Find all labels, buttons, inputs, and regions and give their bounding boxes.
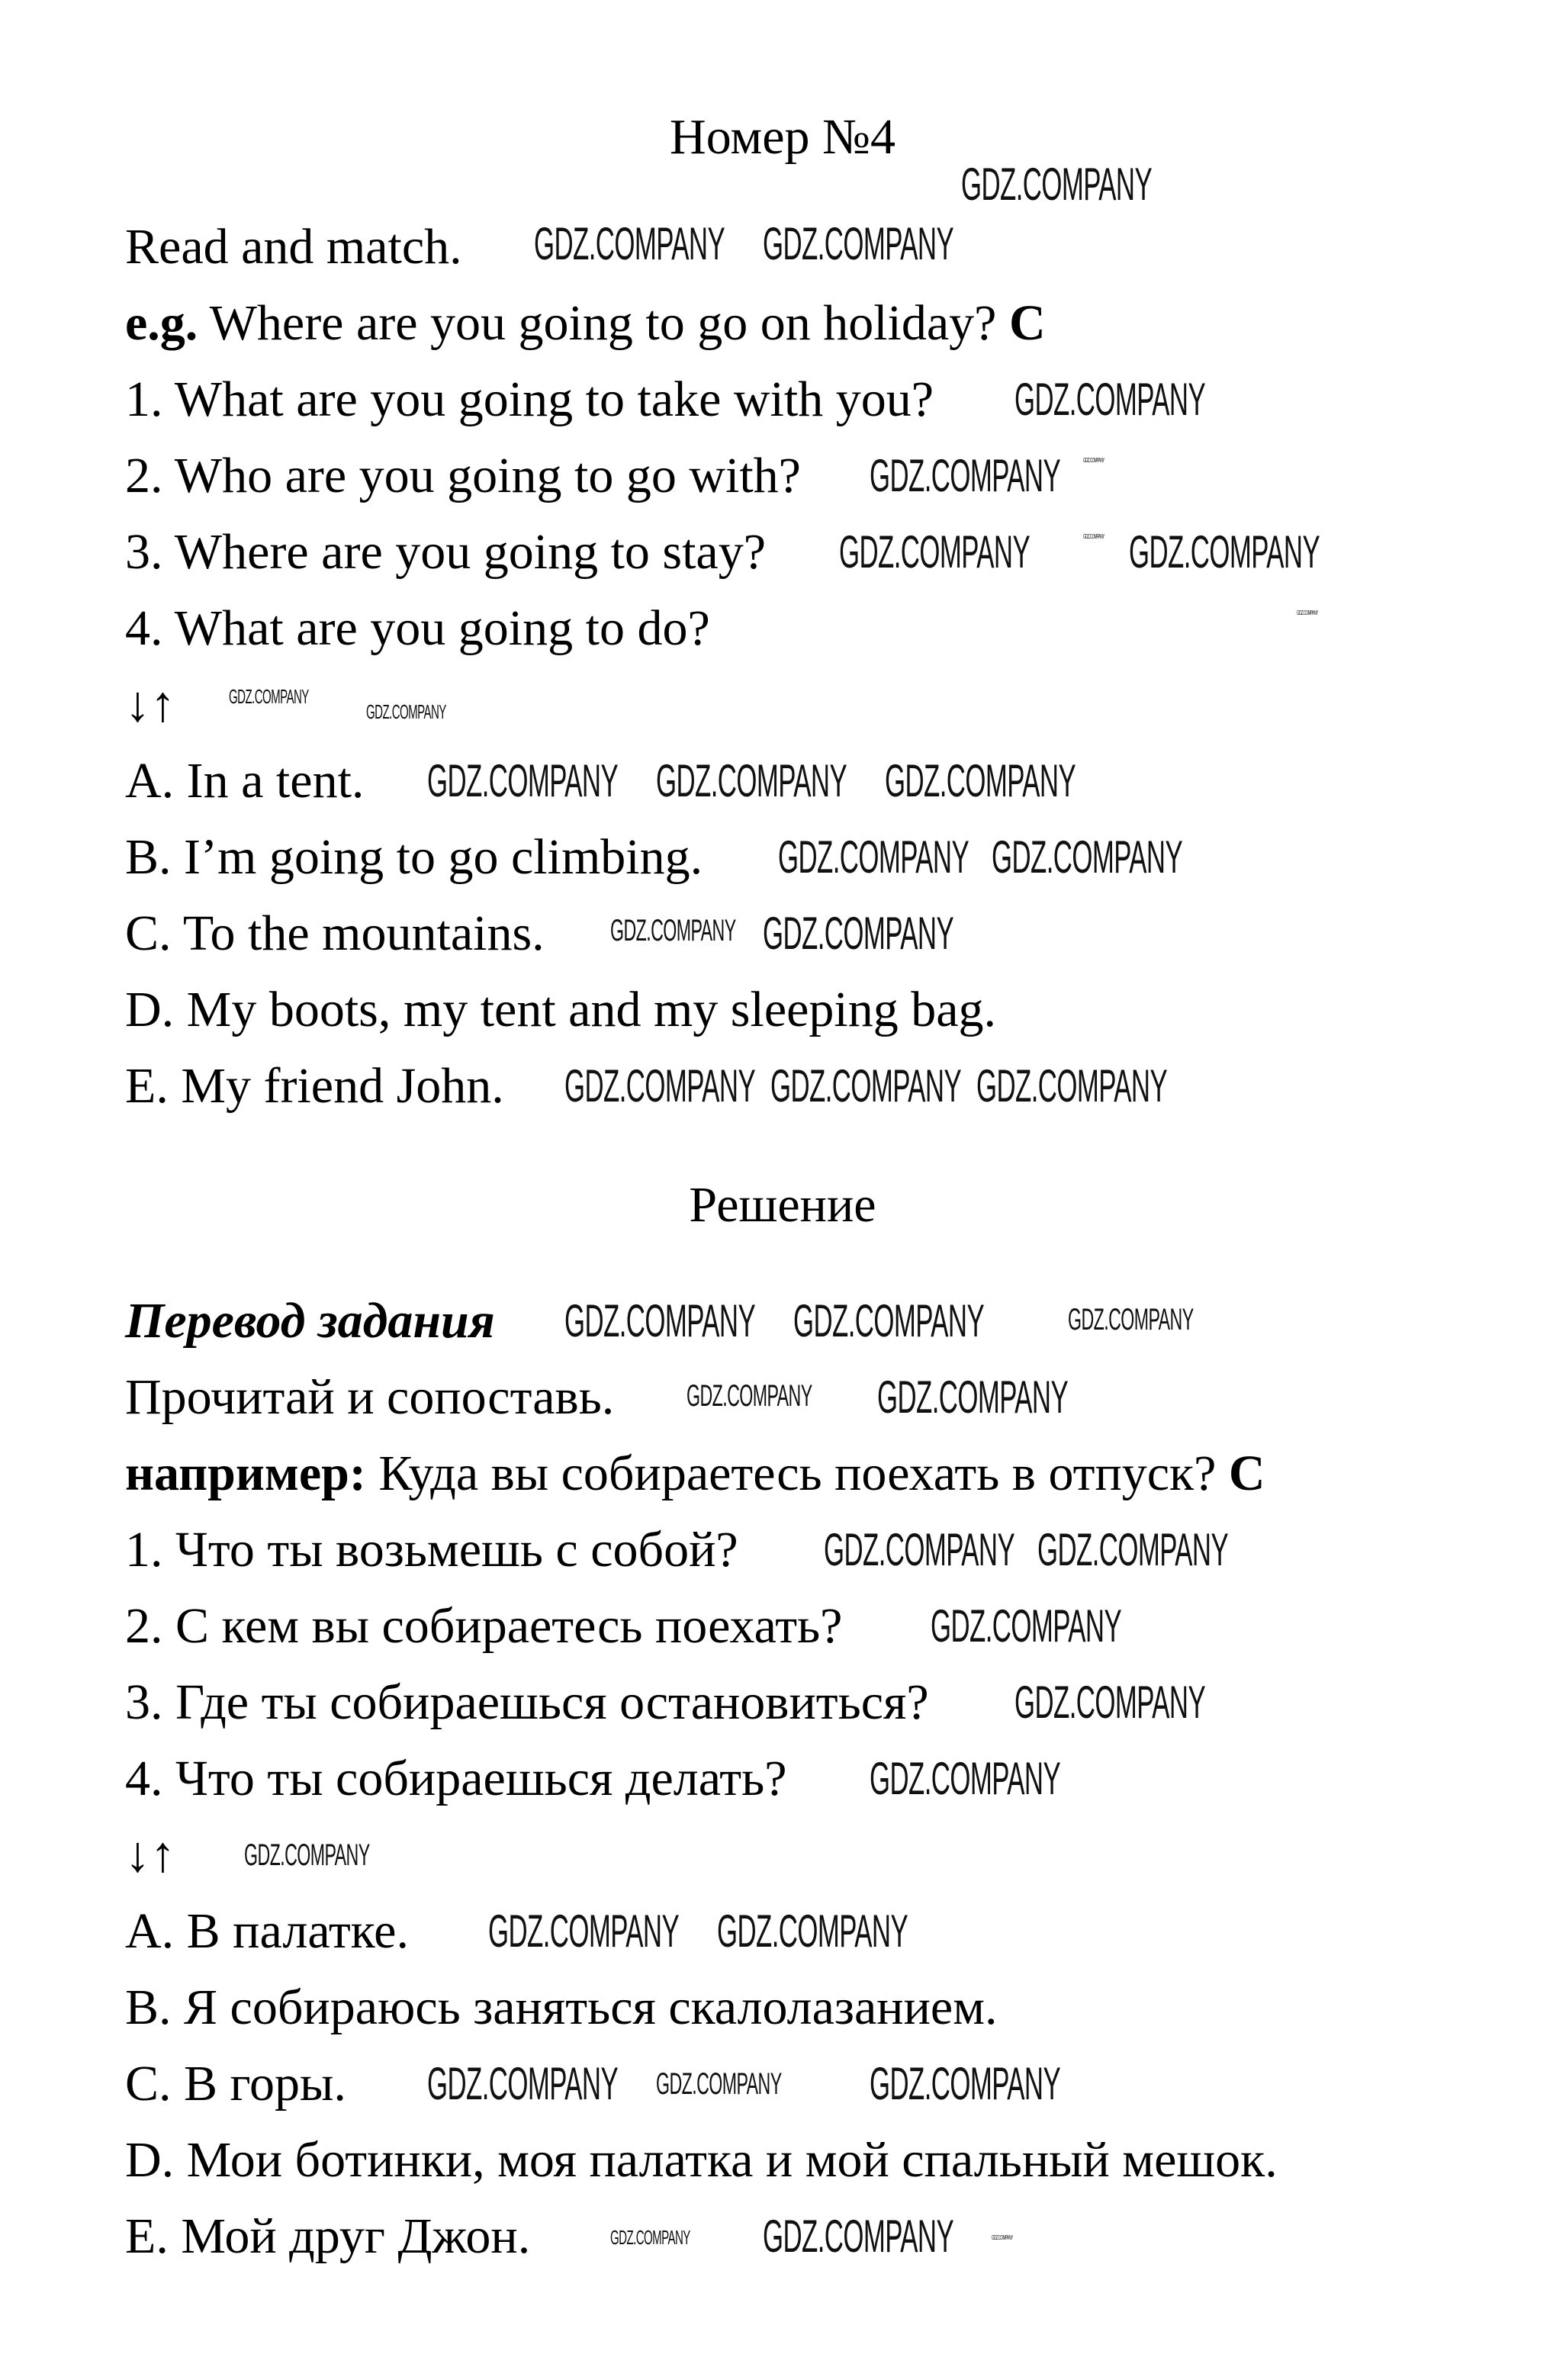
- match-arrows-icon: ↓↑: [125, 1827, 175, 1883]
- translation-answer-d: D. Мои ботинки, моя палатка и мой спальный мешок.: [125, 2132, 1278, 2188]
- example-answer: C: [1008, 295, 1046, 351]
- translation-question-3: 3. Где ты собираешься остановиться?: [125, 1674, 929, 1730]
- translation-example: [125, 1436, 1265, 1512]
- watermark: GDZ.COMPANY: [992, 2234, 1013, 2241]
- task-example: [125, 285, 1046, 362]
- watermark: GDZ.COMPANY: [1129, 526, 1320, 577]
- solution-heading-row: [0, 1167, 1553, 1243]
- watermark: GDZ.COMPANY: [870, 1753, 1061, 1804]
- watermark: GDZ.COMPANY: [1014, 1677, 1206, 1728]
- example-text: Куда вы собираетесь поехать в отпуск?: [365, 1446, 1229, 1501]
- task-instruction: Read and match.: [125, 219, 462, 275]
- watermark: GDZ.COMPANY: [763, 908, 954, 959]
- translation-section: [125, 1283, 1498, 2275]
- page-title-row: [0, 99, 1553, 175]
- answer-a: A. In a tent.: [125, 753, 365, 809]
- watermark: GDZ.COMPANY: [763, 218, 954, 269]
- watermark: GDZ.COMPANY: [244, 1838, 370, 1872]
- solution-heading: Решение: [689, 1177, 876, 1233]
- watermark: GDZ.COMPANY: [763, 2211, 954, 2262]
- watermark: GDZ.COMPANY: [824, 1524, 1015, 1575]
- match-arrows-icon: ↓↑: [125, 677, 175, 732]
- question-4: 4. What are you going to do?: [125, 600, 710, 656]
- translation-answer-c: C. В горы.: [125, 2056, 346, 2111]
- watermark: GDZ.COMPANY: [1037, 1524, 1229, 1575]
- watermark: GDZ.COMPANY: [427, 2058, 619, 2109]
- watermark: GDZ.COMPANY: [839, 526, 1031, 577]
- watermark: GDZ.COMPANY: [1014, 374, 1206, 425]
- example-prefix: e.g.: [125, 295, 198, 351]
- question-3: 3. Where are you going to stay?: [125, 524, 767, 580]
- watermark: GDZ.COMPANY: [961, 159, 1153, 210]
- watermark: GDZ.COMPANY: [870, 450, 1061, 501]
- answer-d: D. My boots, my tent and my sleeping bag.: [125, 982, 997, 1037]
- watermark: GDZ.COMPANY: [870, 2058, 1061, 2109]
- question-2: 2. Who are you going to go with?: [125, 448, 801, 503]
- watermark: GDZ.COMPANY: [976, 1060, 1168, 1111]
- watermark: GDZ.COMPANY: [717, 1906, 908, 1957]
- watermark: GDZ.COMPANY: [885, 755, 1076, 806]
- watermark: GDZ.COMPANY: [229, 685, 309, 708]
- watermark: GDZ.COMPANY: [610, 914, 736, 947]
- task-section: [125, 209, 1498, 1124]
- page-title: Номер №4: [670, 109, 895, 165]
- translation-answer-a: A. В палатке.: [125, 1903, 409, 1959]
- watermark: GDZ.COMPANY: [1083, 457, 1104, 464]
- translation-question-2: 2. С кем вы собираетесь поехать?: [125, 1598, 843, 1654]
- watermark: GDZ.COMPANY: [488, 1906, 680, 1957]
- answer-e: E. My friend John.: [125, 1058, 504, 1114]
- translation-question-1: 1. Что ты возьмешь с собой?: [125, 1522, 738, 1578]
- watermark: GDZ.COMPANY: [366, 700, 446, 723]
- watermark: GDZ.COMPANY: [1068, 1303, 1194, 1336]
- watermark: GDZ.COMPANY: [564, 1060, 756, 1111]
- watermark: GDZ.COMPANY: [778, 831, 969, 883]
- watermark: GDZ.COMPANY: [427, 755, 619, 806]
- example-prefix: например:: [125, 1446, 366, 1501]
- answer-c: C. To the mountains.: [125, 905, 545, 961]
- translation-instruction: Прочитай и сопоставь.: [125, 1369, 615, 1425]
- answer-b: B. I’m going to go climbing.: [125, 829, 703, 885]
- watermark: GDZ.COMPANY: [564, 1295, 756, 1346]
- translation-question-4: 4. Что ты собираешься делать?: [125, 1751, 787, 1806]
- watermark: GDZ.COMPANY: [992, 831, 1183, 883]
- translation-heading: Перевод задания: [125, 1293, 495, 1349]
- watermark: GDZ.COMPANY: [610, 2226, 690, 2249]
- watermark: GDZ.COMPANY: [686, 1379, 812, 1413]
- watermark: GDZ.COMPANY: [656, 2067, 782, 2101]
- question-1: 1. What are you going to take with you?: [125, 371, 934, 427]
- watermark: GDZ.COMPANY: [534, 218, 725, 269]
- example-text: Where are you going to go on holiday?: [198, 295, 1009, 351]
- example-answer: C: [1228, 1446, 1265, 1501]
- watermark: GDZ.COMPANY: [931, 1600, 1122, 1652]
- watermark: GDZ.COMPANY: [793, 1295, 985, 1346]
- watermark: GDZ.COMPANY: [770, 1060, 962, 1111]
- translation-answer-b: B. Я собираюсь заняться скалолазанием.: [125, 1980, 998, 2035]
- watermark: GDZ.COMPANY: [1083, 533, 1104, 540]
- watermark: GDZ.COMPANY: [877, 1372, 1069, 1423]
- translation-answer-e: E. Мой друг Джон.: [125, 2208, 531, 2264]
- watermark: GDZ.COMPANY: [656, 755, 847, 806]
- watermark: GDZ.COMPANY: [1297, 609, 1318, 616]
